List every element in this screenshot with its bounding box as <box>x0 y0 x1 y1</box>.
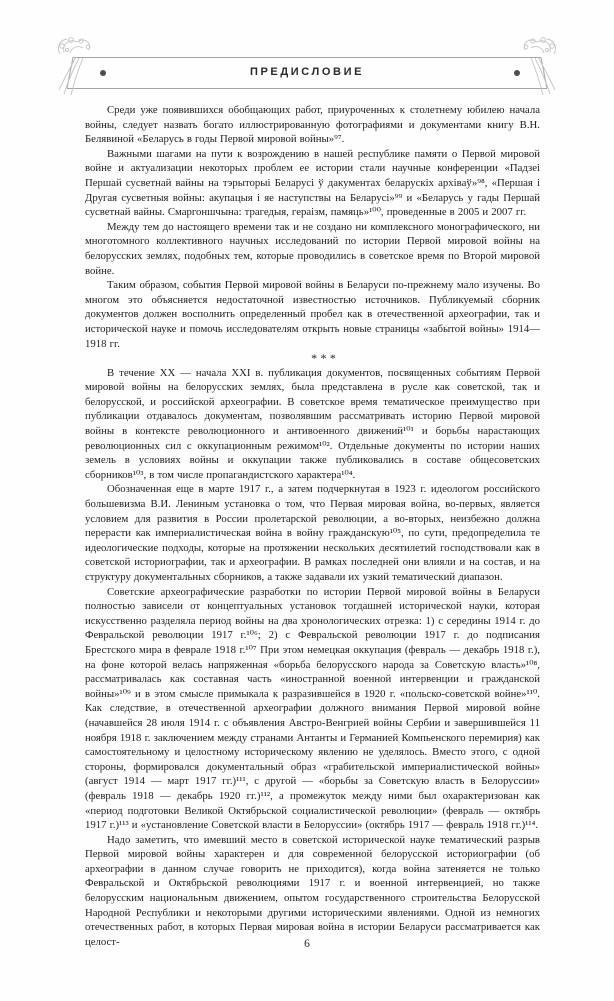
preface-body <box>85 103 540 949</box>
paragraph: Среди уже появившихся обобщающих работ, приуроченных к столетнему юбилею начала войны, следует назвать богато иллюстрированную фотографиями и документами книгу В.Н. Белявиной «Беларусь в годы Первой мировой войны»⁹⁷. <box>85 104 540 146</box>
paragraph: Важными шагами на пути к возрождению в нашей республике памяти о Первой мировой войне и актуализации некоторых проблем ее истории стали научные конференции «Падзеі Першай сусветнай вайны на тэрыторыі Беларусі ў дакументах беларускіх архіваў»⁹⁸, «Першая і Другая сусветныя войны: акупацыя і яе наступствы на Беларусі»⁹⁹ и «Беларусь у гады Першай сусветнай вайны. Смаргоншчына: трагедыя, гераізм, памяць»¹⁰⁰, проведенные в 2005 и 2007 гг. <box>85 147 540 219</box>
preface-paragraphs-top <box>85 103 540 351</box>
page-number: 6 <box>304 938 310 950</box>
paragraph: Таким образом, события Первой мировой войны в Беларуси по-прежнему мало изучены. Во многом это объясняется недостаточной известностью источников. Публикуемый сборник документов должен восполнить определенный пробел как в отечественной археографии, так и исторической науке и помочь исследователям открыть новые страницы «забытой войны» 1914—1918 гг. <box>85 279 540 350</box>
header-ornament-band <box>0 0 614 100</box>
paragraph: В течение XX — начала XXI в. публикация документов, посвященных событиям Первой мировой войны на белорусских землях, была представлена в русле как советской, так и белорусской, и российской археографии. В советское время тематическое преимущество при публикации отдавалось документам, позволявшим рассматривать историю Первой мировой войны в контексте революционного и антивоенного движений¹⁰¹ и борьбы нарастающих революционных сил с оккупационным режимом¹⁰². Отдельные документы по истории наших земель в условиях войны и оккупации также публиковались в составе общесоветских сборников¹⁰³, в том числе пропагандистского характера¹⁰⁴. <box>85 366 540 481</box>
paragraph: Надо заметить, что имевший место в советской исторической науке тематический разрыв Первой мировой войны характерен и для современной белорусской историографии (об археографии в данном случае говорить не приходится), когда война затеняется не только Февральской и Октябрьской революциями 1917 г. и военной интервенцией, но также белорусским национальным движением, опытом государственного строительства Белорусской Народной Республики и некоторыми другими историческими явлениями. Одной из немногих отечественных работ, в которых Первая мировая война в истории Беларуси рассматривается как целост- <box>85 833 540 948</box>
paragraph: Советские археографические разработки по истории Первой мировой войны в Беларуси полностью зависели от концептуальных установок тогдашней исторической науки, которая искусственно разделяла период войны на два хронологических отрезка: 1) с середины 1914 г. до Февральской революции 1917 г.¹⁰⁶; 2) с Февральской революции 1917 г. до подписания Брестского мира в феврале 1918 г.¹⁰⁷ При этом немецкая оккупация (февраль — декабрь 1918 г.), на фоне которой велась напряженная «борьба белорусского народа за Советскую власть»¹⁰⁸, рассматривалась как составная часть «иностранной военной интервенции и гражданской войны»¹⁰⁹ и в этом смысле примыкала к разразившейся в 1920 г. «польско-советской войне»¹¹⁰. Как следствие, в отечественной археографии должного внимания Первой мировой войне (начавшейся 28 июля 1914 г. с объявления Австро-Венгрией войны Сербии и завершившейся 11 ноября 1918 г. заключением между странами Антанты и Германией Компьенского перемирия) как самостоятельному и целостному историческому явлению не уделялось. Вместо этого, с одной стороны, формировался документальный образ «грабительской империалистической войны» (август 1914 — март 1917 гг.)¹¹¹, с другой — «борьбы за Советскую власть в Белоруссии» (февраль 1918 — декабрь 1920 гг.)¹¹², а промежуток между ними был охарактеризован как «период подготовки Великой Октябрьской социалистической революции» (февраль — октябрь 1917 г.)¹¹³ и «установление Советской власти в Белоруссии» (октябрь 1917 — февраль 1918 гг.)¹¹⁴. <box>85 585 540 832</box>
preface-paragraphs-bottom <box>85 366 540 950</box>
paragraph: Между тем до настоящего времени так и не создано ни комплексного монографического, ни многотомного коллективного научных исследований по истории Первой мировой войны на белорусских землях, подобных тем, которые проводились в советское время по Второй мировой войне. <box>85 220 540 277</box>
section-separator: * * * <box>311 351 336 366</box>
paragraph: Обозначенная еще в марте 1917 г., а затем подчеркнутая в 1923 г. идеологом российского большевизма В.И. Лениным установка о том, что Первая мировая война, во-первых, является условием для развития в России пролетарской революции, а во-вторых, неизбежно должна перерасти как империалистическая война в войну гражданскую¹⁰⁵, по сути, предопределила те идеологические подходы, которые на протяжении нескольких десятилетий господствовали как в советской историографии, так и археографии. В рамках последней они влияли и на состав, и на структуру документальных сборников, а также задавали их узкий тематический диапазон. <box>85 483 540 583</box>
page-title: ПРЕДИСЛОВИЕ <box>249 66 365 78</box>
